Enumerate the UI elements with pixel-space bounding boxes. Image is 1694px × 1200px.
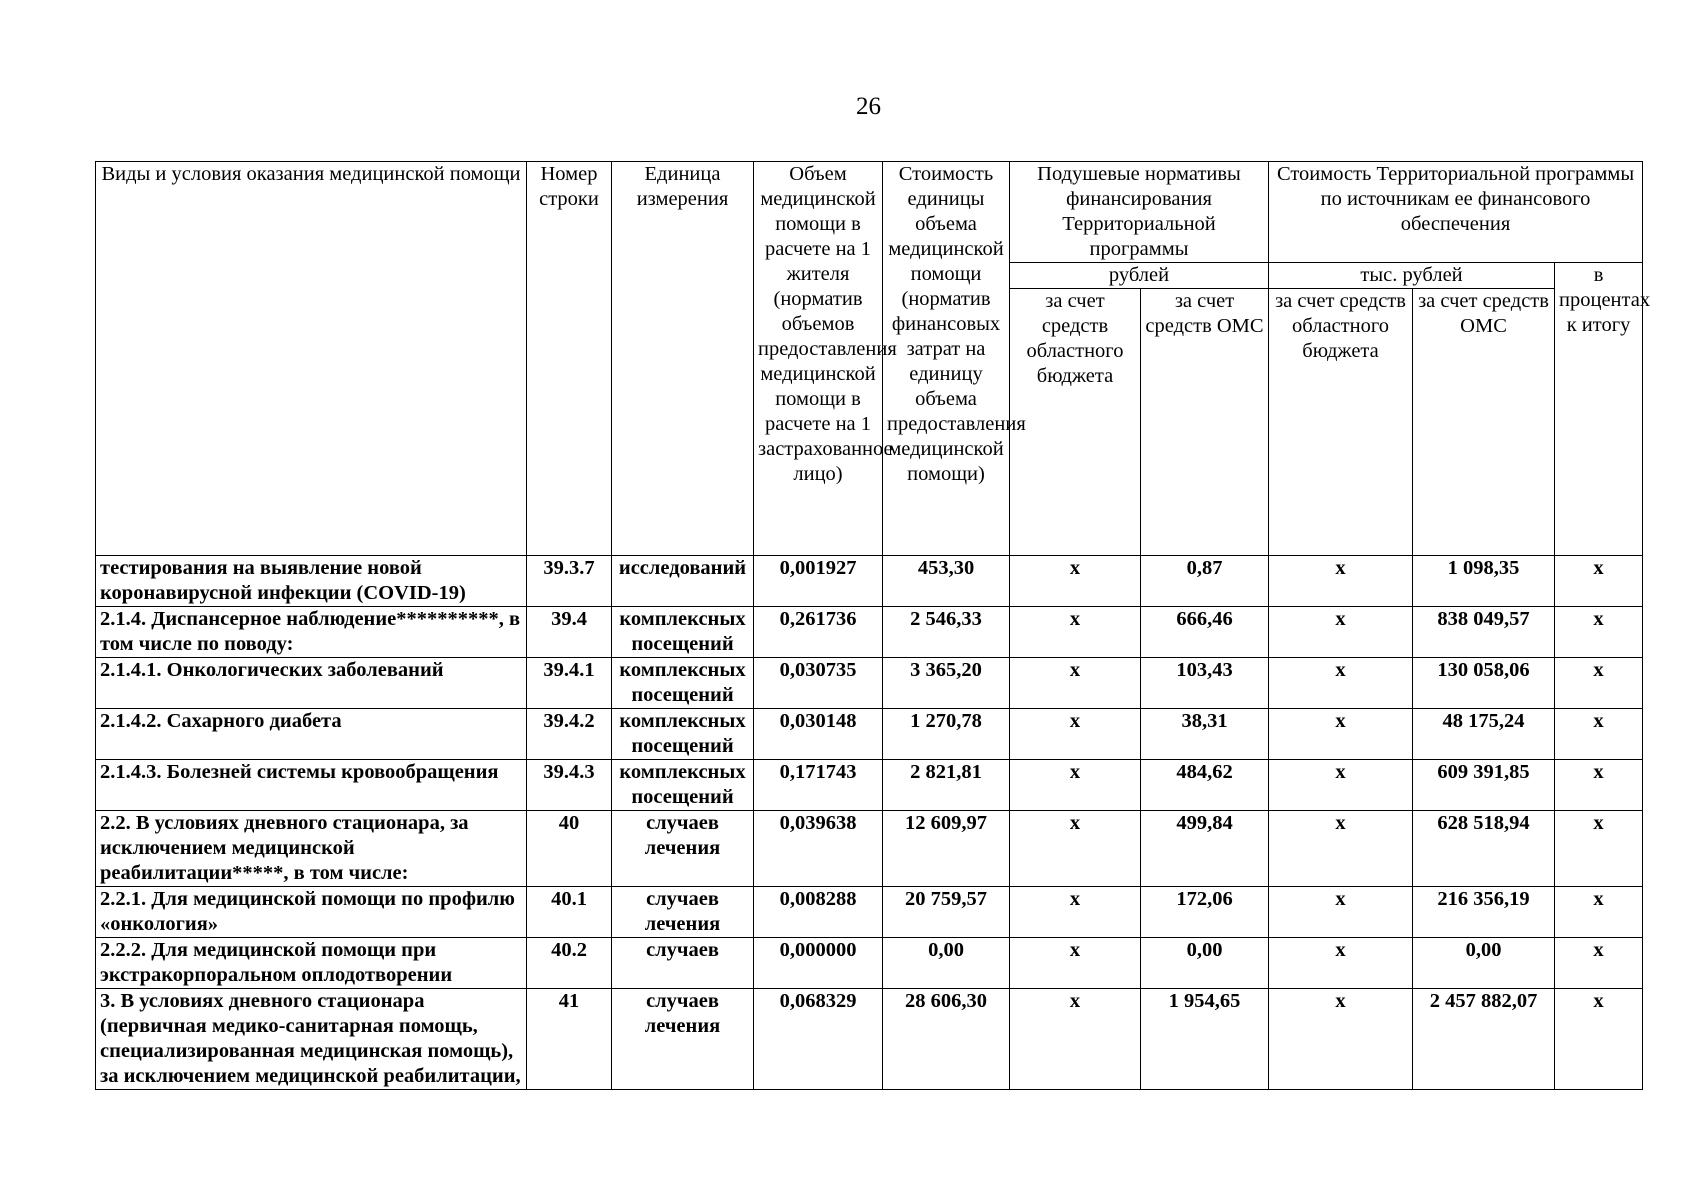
row-unit: случаев <box>612 938 754 989</box>
row-cost: 3 365,20 <box>883 658 1010 709</box>
row-percent: х <box>1555 658 1643 709</box>
row-volume: 0,030735 <box>754 658 883 709</box>
row-pc-oms: 0,00 <box>1141 938 1269 989</box>
header-unit: Единица измерения <box>612 162 754 556</box>
table-row <box>96 658 1643 709</box>
row-tc-budget: х <box>1269 556 1413 607</box>
row-pc-oms: 103,43 <box>1141 658 1269 709</box>
row-volume: 0,030148 <box>754 709 883 760</box>
table-row <box>96 989 1643 1090</box>
table-header <box>96 162 1651 556</box>
row-number: 40.1 <box>527 887 612 938</box>
row-tc-budget: х <box>1269 811 1413 887</box>
row-pc-oms: 172,06 <box>1141 887 1269 938</box>
row-tc-budget: х <box>1269 607 1413 658</box>
row-pc-budget: х <box>1010 989 1141 1090</box>
header-unit-cost: Стоимость единицы объема медицинской помощи (норматив финансовых затрат на единицу объема предоставления медицинской помощи) <box>883 162 1010 556</box>
row-pc-oms: 38,31 <box>1141 709 1269 760</box>
row-tc-oms: 216 356,19 <box>1413 887 1555 938</box>
row-pc-budget: х <box>1010 811 1141 887</box>
row-volume: 0,068329 <box>754 989 883 1090</box>
header-rubles: рублей <box>1010 263 1269 289</box>
row-number: 39.4.3 <box>527 760 612 811</box>
row-cost: 28 606,30 <box>883 989 1010 1090</box>
row-name: 2.2.1. Для медицинской помощи по профилю «онкология» <box>96 887 527 938</box>
row-cost: 0,00 <box>883 938 1010 989</box>
table-row <box>96 556 1643 607</box>
row-volume: 0,171743 <box>754 760 883 811</box>
row-pc-budget: х <box>1010 709 1141 760</box>
header-row-number: Номер строки <box>527 162 612 556</box>
row-volume: 0,000000 <box>754 938 883 989</box>
table-row <box>96 938 1643 989</box>
header-tc-oms: за счет средств ОМС <box>1413 289 1555 556</box>
row-pc-budget: х <box>1010 760 1141 811</box>
row-pc-budget: х <box>1010 556 1141 607</box>
row-pc-budget: х <box>1010 658 1141 709</box>
row-pc-oms: 0,87 <box>1141 556 1269 607</box>
header-pc-oms: за счет средств ОМС <box>1141 289 1269 556</box>
row-tc-oms: 838 049,57 <box>1413 607 1555 658</box>
row-cost: 453,30 <box>883 556 1010 607</box>
header-percent: в процентах к итогу <box>1555 263 1643 556</box>
row-number: 39.3.7 <box>527 556 612 607</box>
header-tc-budget: за счет средств областного бюджета <box>1269 289 1413 556</box>
row-percent: х <box>1555 760 1643 811</box>
row-pc-oms: 666,46 <box>1141 607 1269 658</box>
row-cost: 2 821,81 <box>883 760 1010 811</box>
row-name: 3. В условиях дневного стационара (первичная медико-санитарная помощь, специализированная медицинская помощь), за исключением медицинской реабилитации, <box>96 989 527 1090</box>
row-name: 2.2. В условиях дневного стационара, за исключением медицинской реабилитации*****, в том числе: <box>96 811 527 887</box>
header-thousand-rubles: тыс. рублей <box>1269 263 1555 289</box>
row-number: 41 <box>527 989 612 1090</box>
row-percent: х <box>1555 989 1643 1090</box>
row-percent: х <box>1555 938 1643 989</box>
row-cost: 1 270,78 <box>883 709 1010 760</box>
row-percent: х <box>1555 887 1643 938</box>
row-volume: 0,001927 <box>754 556 883 607</box>
row-name: 2.1.4.2. Сахарного диабета <box>96 709 527 760</box>
row-tc-oms: 2 457 882,07 <box>1413 989 1555 1090</box>
row-tc-budget: х <box>1269 938 1413 989</box>
row-pc-budget: х <box>1010 938 1141 989</box>
header-cost-group: Стоимость Территориальной программы по источникам ее финансового обеспечения <box>1269 162 1643 263</box>
row-tc-oms: 130 058,06 <box>1413 658 1555 709</box>
row-tc-budget: х <box>1269 658 1413 709</box>
row-unit: случаев лечения <box>612 989 754 1090</box>
row-number: 40.2 <box>527 938 612 989</box>
row-number: 39.4.1 <box>527 658 612 709</box>
header-type: Виды и условия оказания медицинской помощи <box>96 162 527 556</box>
row-name: 2.1.4. Диспансерное наблюдение**********, в том числе по поводу: <box>96 607 527 658</box>
row-pc-oms: 1 954,65 <box>1141 989 1269 1090</box>
row-number: 39.4.2 <box>527 709 612 760</box>
table-row <box>96 709 1643 760</box>
row-number: 39.4 <box>527 607 612 658</box>
row-unit: случаев лечения <box>612 811 754 887</box>
financing-table <box>95 161 1651 1090</box>
row-tc-budget: х <box>1269 887 1413 938</box>
row-pc-budget: х <box>1010 607 1141 658</box>
row-number: 40 <box>527 811 612 887</box>
row-tc-oms: 0,00 <box>1413 938 1555 989</box>
row-volume: 0,039638 <box>754 811 883 887</box>
row-tc-oms: 609 391,85 <box>1413 760 1555 811</box>
table-row <box>96 811 1643 887</box>
row-pc-oms: 484,62 <box>1141 760 1269 811</box>
header-volume: Объем медицинской помощи в расчете на 1 жителя (норматив объемов предоставления медицинской помощи в расчете на 1 застрахованное лицо) <box>754 162 883 556</box>
header-per-capita-group: Подушевые нормативы финансирования Территориальной программы <box>1010 162 1269 263</box>
row-percent: х <box>1555 811 1643 887</box>
row-tc-oms: 1 098,35 <box>1413 556 1555 607</box>
row-name: 2.2.2. Для медицинской помощи при экстракорпоральном оплодотворении <box>96 938 527 989</box>
row-name: 2.1.4.3. Болезней системы кровообращения <box>96 760 527 811</box>
table-row <box>96 607 1643 658</box>
row-name: тестирования на выявление новой коронавирусной инфекции (COVID-19) <box>96 556 527 607</box>
row-cost: 2 546,33 <box>883 607 1010 658</box>
table-body <box>96 556 1643 1090</box>
row-tc-budget: х <box>1269 709 1413 760</box>
row-unit: комплексных посещений <box>612 658 754 709</box>
header-pc-budget: за счет средств областного бюджета <box>1010 289 1141 556</box>
row-cost: 20 759,57 <box>883 887 1010 938</box>
table-row <box>96 887 1643 938</box>
row-unit: комплексных посещений <box>612 607 754 658</box>
row-pc-oms: 499,84 <box>1141 811 1269 887</box>
row-unit: исследований <box>612 556 754 607</box>
row-percent: х <box>1555 556 1643 607</box>
row-pc-budget: х <box>1010 887 1141 938</box>
row-percent: х <box>1555 607 1643 658</box>
row-unit: комплексных посещений <box>612 709 754 760</box>
row-unit: случаев лечения <box>612 887 754 938</box>
row-tc-oms: 628 518,94 <box>1413 811 1555 887</box>
page-number: 26 <box>856 93 881 120</box>
table-row <box>96 760 1643 811</box>
row-tc-budget: х <box>1269 989 1413 1090</box>
row-percent: х <box>1555 709 1643 760</box>
row-unit: комплексных посещений <box>612 760 754 811</box>
row-tc-oms: 48 175,24 <box>1413 709 1555 760</box>
row-name: 2.1.4.1. Онкологических заболеваний <box>96 658 527 709</box>
row-volume: 0,008288 <box>754 887 883 938</box>
row-cost: 12 609,97 <box>883 811 1010 887</box>
row-tc-budget: х <box>1269 760 1413 811</box>
row-volume: 0,261736 <box>754 607 883 658</box>
